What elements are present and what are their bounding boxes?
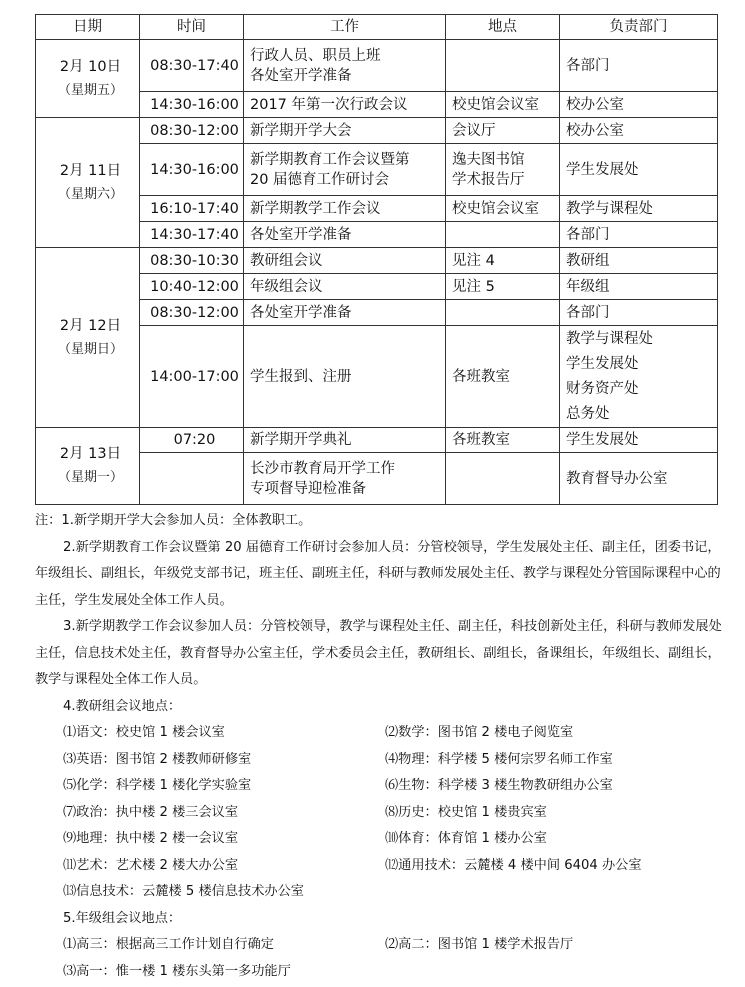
place-cell: 各班教室 [446, 326, 560, 428]
table-header-row [36, 15, 718, 40]
work-cell: 行政人员、职员上班 各处室开学准备 [244, 40, 446, 92]
list-item: ⑴语文：校史馆 1 楼会议室 [63, 725, 225, 740]
weekday-text: （星期日） [57, 341, 123, 357]
time-cell: 07:20 [140, 428, 244, 453]
list-item: ⑸化学：科学楼 1 楼化学实验室 [63, 778, 252, 793]
list-item: ⑿通用技术：云麓楼 4 楼中间 6404 办公室 [385, 857, 642, 873]
header-dept: 负责部门 [560, 15, 718, 40]
work-cell: 长沙市教育局开学工作 专项督导迎检准备 [244, 453, 446, 505]
dept-cell: 各部门 [560, 300, 718, 326]
list-item: ⑻历史：校史馆 1 楼贵宾室 [385, 804, 547, 820]
date-text: 2月 13日 [59, 446, 122, 462]
list-item: ⑴高三：根据高三工作计划自行确定 [63, 937, 274, 952]
place-cell [446, 453, 560, 505]
note-3: 3.新学期教学工作会议参加人员：分管校领导，教学与课程处主任、副主任，科技创新处主任，科研与教师发展处主任，信息技术处主任，教育督导办公室主任，学术委员会主任，教研组长、副组长，备课组长，年级组长、副组长，教学与课程处全体工作人员。 [35, 619, 722, 687]
dept-cell: 年级组 [560, 274, 718, 300]
place-cell: 校史馆会议室 [446, 196, 560, 222]
dept-cell: 教学与课程处 学生发展处 财务资产处 总务处 [560, 326, 718, 428]
work-cell: 年级组会议 [244, 274, 446, 300]
list-item: ⑹生物：科学楼 3 楼生物教研组办公室 [385, 778, 613, 793]
place-cell: 会议厅 [446, 118, 560, 144]
list-item: ⑼地理：执中楼 2 楼一会议室 [63, 831, 239, 846]
table-row [36, 248, 718, 274]
weekday-text: （星期五） [57, 82, 123, 98]
work-cell: 2017 年第一次行政会议 [244, 92, 446, 118]
header-place: 地点 [446, 15, 560, 40]
table-row [36, 428, 718, 453]
note-5-title: 5.年级组会议地点： [63, 910, 182, 926]
list-item: ⑵高二：图书馆 1 楼学术报告厅 [385, 937, 574, 952]
list-item: ⑺政治：执中楼 2 楼三会议室 [63, 804, 239, 820]
work-cell: 各处室开学准备 [244, 300, 446, 326]
weekday-text: （星期六） [57, 186, 123, 202]
place-cell: 见注 4 [446, 248, 560, 274]
date-cell [36, 248, 140, 428]
place-cell: 各班教室 [446, 428, 560, 453]
note-1: 注：1.新学期开学大会参加人员：全体教职工。 [35, 513, 312, 528]
date-text: 2月 10日 [59, 58, 122, 75]
list-item [385, 959, 715, 986]
note-4-title: 4.教研组会议地点： [63, 698, 182, 714]
time-cell: 10:40-12:00 [140, 274, 244, 300]
header-time: 时间 [140, 15, 244, 40]
note-4-list [35, 720, 725, 906]
work-cell: 新学期开学典礼 [244, 428, 446, 453]
weekday-text: （星期一） [57, 470, 123, 485]
work-cell: 学生报到、注册 [244, 326, 446, 428]
time-cell: 14:30-16:00 [140, 92, 244, 118]
dept-cell: 各部门 [560, 40, 718, 92]
time-cell: 14:00-17:00 [140, 326, 244, 428]
work-cell: 新学期开学大会 [244, 118, 446, 144]
dept-cell: 各部门 [560, 222, 718, 248]
list-item [385, 879, 715, 906]
header-date: 日期 [36, 15, 140, 40]
dept-cell: 学生发展处 [560, 144, 718, 196]
time-cell: 14:30-17:40 [140, 222, 244, 248]
note-5-list [35, 932, 725, 985]
dept-cell: 教学与课程处 [560, 196, 718, 222]
dept-cell: 校办公室 [560, 118, 718, 144]
date-text: 2月 11日 [59, 162, 122, 179]
dept-cell: 教研组 [560, 248, 718, 274]
list-item: ⑽体育：体育馆 1 楼办公室 [385, 831, 547, 846]
place-cell [446, 300, 560, 326]
list-item: ⒀信息技术：云麓楼 5 楼信息技术办公室 [63, 884, 304, 899]
list-item: ⑶高一：惟一楼 1 楼东头第一多功能厅 [63, 963, 291, 979]
date-cell [36, 118, 140, 248]
list-item: ⑾艺术：艺术楼 2 楼大办公室 [63, 857, 239, 873]
work-cell: 教研组会议 [244, 248, 446, 274]
place-cell: 见注 5 [446, 274, 560, 300]
dept-cell: 教育督导办公室 [560, 453, 718, 505]
dept-cell: 学生发展处 [560, 428, 718, 453]
list-item: ⑷物理：科学楼 5 楼何宗罗名师工作室 [385, 751, 613, 767]
place-cell [446, 222, 560, 248]
work-cell: 新学期教育工作会议暨第 20 届德育工作研讨会 [244, 144, 446, 196]
dept-cell: 校办公室 [560, 92, 718, 118]
time-cell [140, 453, 244, 505]
time-cell: 08:30-12:00 [140, 118, 244, 144]
table-row [36, 118, 718, 144]
place-cell: 逸夫图书馆 学术报告厅 [446, 144, 560, 196]
place-cell: 校史馆会议室 [446, 92, 560, 118]
time-cell: 16:10-17:40 [140, 196, 244, 222]
time-cell: 14:30-16:00 [140, 144, 244, 196]
time-cell: 08:30-10:30 [140, 248, 244, 274]
list-item: ⑵数学：图书馆 2 楼电子阅览室 [385, 725, 574, 740]
work-cell: 新学期教学工作会议 [244, 196, 446, 222]
work-cell: 各处室开学准备 [244, 222, 446, 248]
date-text: 2月 12日 [59, 317, 122, 334]
header-work: 工作 [244, 15, 446, 40]
table-row [36, 40, 718, 92]
time-cell: 08:30-12:00 [140, 300, 244, 326]
notes-section [35, 508, 725, 985]
date-cell [36, 428, 140, 505]
schedule-table [35, 14, 718, 505]
list-item: ⑶英语：图书馆 2 楼教师研修室 [63, 751, 252, 767]
note-2: 2.新学期教育工作会议暨第 20 届德育工作研讨会参加人员：分管校领导，学生发展处主任、副主任，团委书记，年级组长、副组长，年级党支部书记，班主任、副班主任，科研与教师发展处主任、教学与课程处分管国际课程中心的主任，学生发展处全体工作人员。 [35, 539, 721, 608]
date-cell [36, 40, 140, 118]
time-cell: 08:30-17:40 [140, 40, 244, 92]
place-cell [446, 40, 560, 92]
